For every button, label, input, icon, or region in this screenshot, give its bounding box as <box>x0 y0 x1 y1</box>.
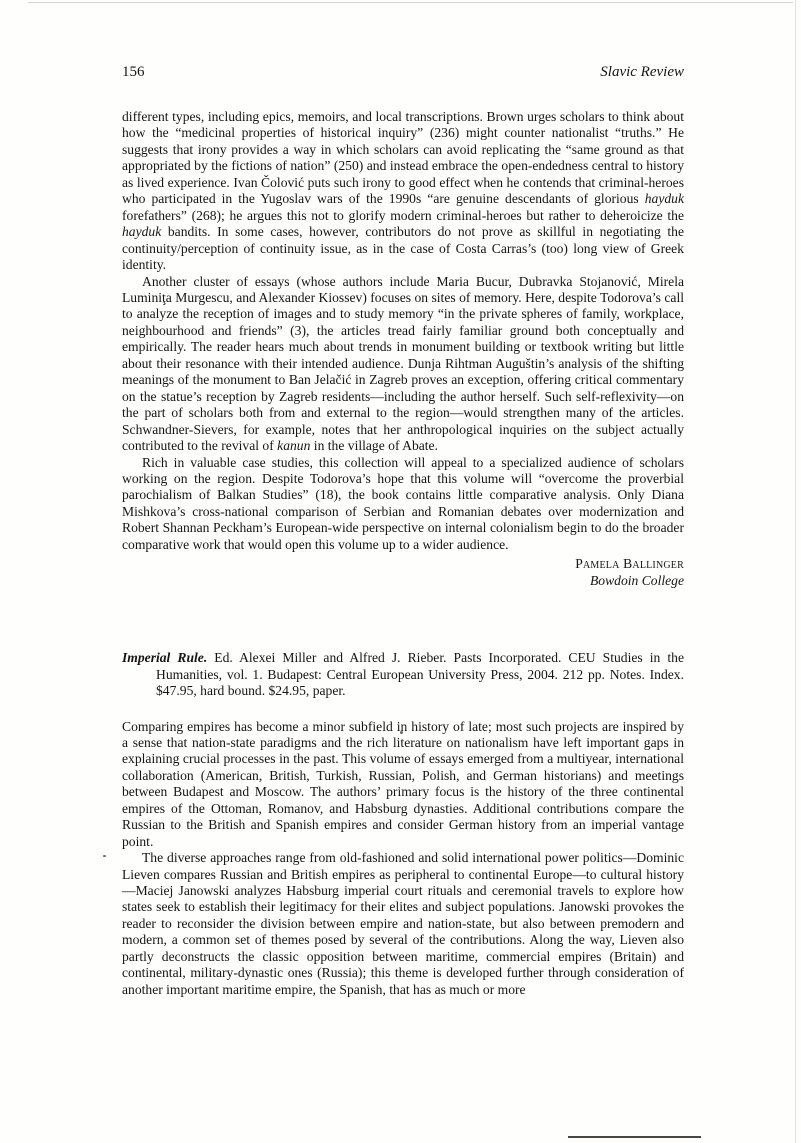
reviewer-name: Pamela Ballinger <box>575 556 684 572</box>
reviewer-affiliation: Bowdoin College <box>589 572 684 588</box>
journal-title: Slavic Review <box>600 64 684 80</box>
reviewer-signature <box>122 556 684 589</box>
running-head <box>122 63 684 81</box>
page-number: 156 <box>122 64 145 80</box>
review-2-body <box>122 719 684 999</box>
body-paragraph: Another cluster of essays (whose authors include Maria Bucur, Dubravka Stojanović, Mirela Luminiţa Murgescu, and Alexander Kiossev) focuses on sites of memory. Here, despite Todorova’s call to analyze the reception of images and to study memory “in the private spheres of family, workplace, neighbourhood and friends” (3), the articles tread fairly familiar ground both conceptually and empirically. The reader hears much about trends in monument building or textbook writing but little about their resonance with their intended audience. Dunja Rihtman Auguštin’s analysis of the shifting meanings of the monument to Ban Jelačić in Zagreb proves an exception, offering critical commentary on the statue’s reception by Zagreb residents—including the author herself. Such self-reflexivity—on the part of scholars both from and external to the region—would strengthen many of the articles. Schwandner-Sievers, for example, notes that her anthropological inquiries on the subject actually contributed to the revival of kanun in the village of Abate. <box>122 273 684 454</box>
review-1-body <box>122 109 684 553</box>
book-citation: Imperial Rule. Ed. Alexei Miller and Alfred J. Rieber. Pasts Incorporated. CEU Studies in the Humanities, vol. 1. Budapest: Central European University Press, 2004. 212 pp. Notes. Index. $47.95, hard bound. $24.95, paper. <box>122 650 684 699</box>
body-paragraph: Rich in valuable case studies, this collection will appeal to a specialized audience of scholars working on the region. Despite Todorova’s hope that this volume will “overcome the proverbial parochialism of Balkan Studies” (18), the book contains little comparative analysis. Only Diana Mishkova’s cross-national comparison of Serbian and Romanian debates over modernization and Robert Shannan Peckham’s European-wide perspective on internal colonialism begin to do the broader comparative work that would open this volume up to a wider audience. <box>122 454 684 552</box>
page-content <box>122 63 684 998</box>
scan-artifact-bottom-line <box>568 1136 701 1138</box>
body-paragraph: The diverse approaches range from old-fashioned and solid international power politics—Dominic Lieven compares Russian and British empires as peripheral to continental Europe—to cultural history—Maciej Janowski analyzes Habsburg imperial court rituals and ceremonial travels to explore how states seek to establish their legitimacy for their elites and subject populations. Janowski provokes the reader to reconsider the division between empire and nation-state, but also between premodern and modern, a common set of themes posed by several of the contributions. Along the way, Lieven also partly deconstructs the classic opposition between maritime, commercial empires (Britain) and continental, military-dynastic ones (Russia); this theme is developed further through consideration of another important maritime empire, the Spanish, that has as much or more <box>122 850 684 997</box>
scan-artifact-right-line <box>795 0 796 1143</box>
body-paragraph: Comparing empires has become a minor subfield in history of late; most such projects are inspired by a sense that nation-state paradigms and the rich literature on nationalism have left important gaps in explaining crucial processes in the past. This volume of essays emerged from a multiyear, international collaboration (American, British, Turkish, Russian, Polish, and German historians) and meetings between Budapest and Moscow. The authors’ primary focus is the history of the three continental empires of the Ottoman, Romanov, and Habsburg dynasties. Additional contributions compare the Russian to the British and Spanish empires and consider German history from an imperial vantage point. <box>122 718 684 849</box>
scan-artifact-top-line <box>28 2 793 3</box>
scan-speck <box>103 855 106 857</box>
body-paragraph: different types, including epics, memoirs, and local transcriptions. Brown urges scholars to think about how the “medicinal properties of historical inquiry” (236) might counter nationalist “truths.” He suggests that irony provides a way in which scholars can avoid replicating the “same ground as that appropriated by the fictions of nation” (250) and instead embrace the open-endedness central to history as lived experience. Ivan Čolović puts such irony to good effect when he contends that criminal-heroes who participated in the Yugoslav wars of the 1990s “are genuine descendants of glorious hayduk forefathers” (268); he argues this not to glorify modern criminal-heroes but rather to deheroicize the hayduk bandits. In some cases, however, contributors do not prove as skillful in negotiating the continuity/perception of continuity issue, as in the case of Costa Carras’s (too) long view of Greek identity. <box>122 109 684 273</box>
